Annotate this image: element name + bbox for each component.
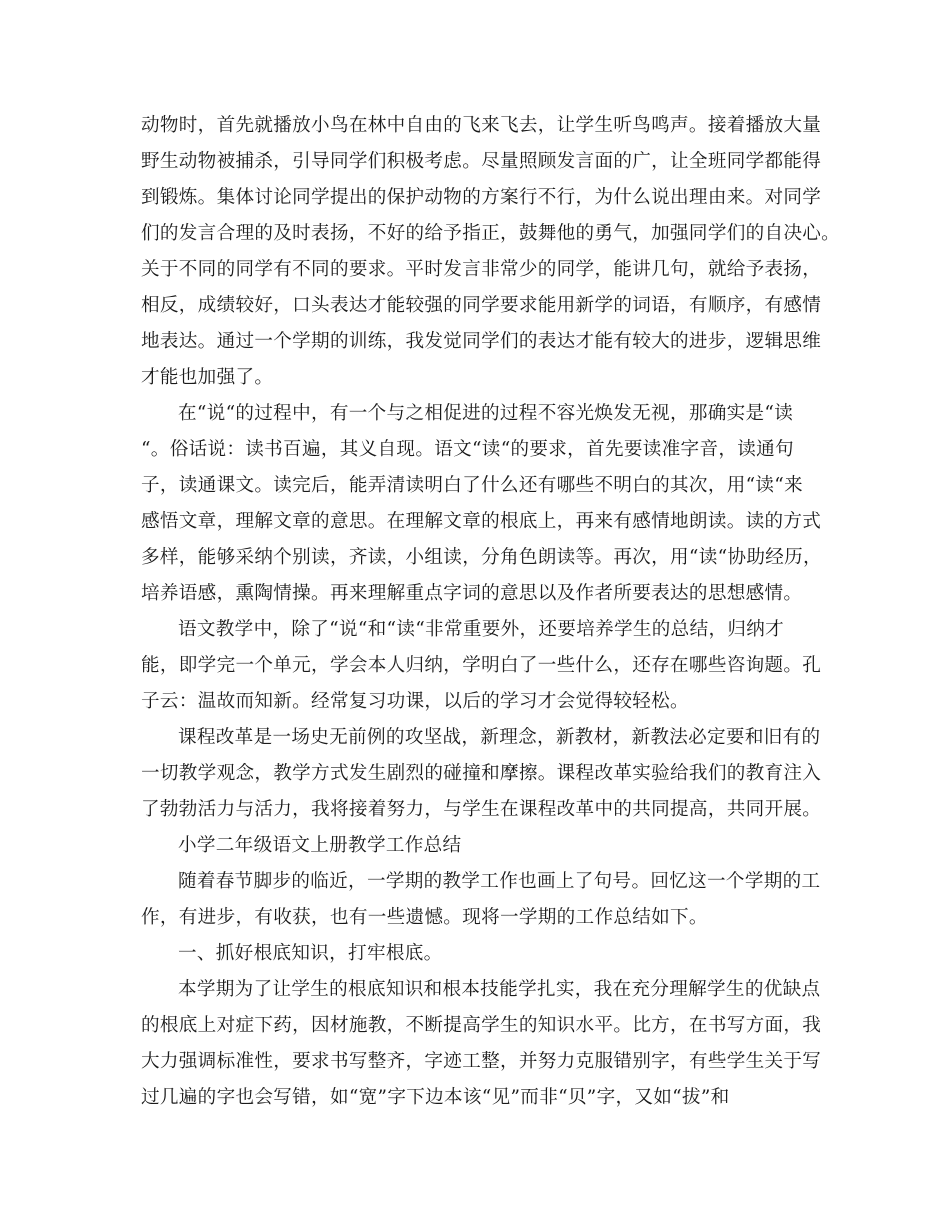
- text-line: 子云：温故而知新。经常复习功课，以后的学习才会觉得较轻松。: [141, 691, 689, 712]
- text-line: 培养语感，熏陶情操。再来理解重点字词的意思以及作者所要表达的思想感情。: [141, 583, 803, 604]
- text-line: “。俗话说：读书百遍，其义自现。语文“读“的要求，首先要读准字音，读通句: [141, 439, 794, 460]
- text-line: 才能也加强了。: [141, 367, 274, 388]
- paragraph-first-line: 本学期为了让学生的根底知识和根本技能学扎实，我在充分理解学生的优缺点: [178, 979, 821, 1000]
- text-line: 作，有进步，有收获，也有一些遗憾。现将一学期的工作总结如下。: [141, 907, 708, 928]
- text-line: 感悟文章，理解文章的意思。在理解文章的根底上，再来有感情地朗读。读的方式: [141, 511, 822, 532]
- text-line: 多样，能够采纳个别读，齐读，小组读，分角色朗读等。再次，用“读“协助经历，: [141, 547, 822, 568]
- text-line: 野生动物被捕杀，引导同学们积极考虑。尽量照顾发言面的广，让全班同学都能得: [141, 151, 822, 172]
- text-line: 到锻炼。集体讨论同学提出的保护动物的方案行不行，为什么说出理由来。对同学: [141, 187, 822, 208]
- text-line: 过几遍的字也会写错，如“宽”字下边本该“见”而非“贝”字，又如“拔”和: [141, 1087, 730, 1108]
- text-line: 动物时，首先就播放小鸟在林中自由的飞来飞去，让学生听鸟鸣声。接着播放大量: [141, 115, 822, 136]
- text-line: 子，读通课文。读完后，能弄清读明白了什么还有哪些不明白的其次，用“读“来: [141, 475, 803, 496]
- text-line: 能，即学完一个单元，学会本人归纳，学明白了一些什么，还存在哪些咨询题。孔: [141, 655, 822, 676]
- text-line: 关于不同的同学有不同的要求。平时发言非常少的同学，能讲几句，就给予表扬，: [141, 259, 822, 280]
- text-line: 的根底上对症下药，因材施教，不断提高学生的知识水平。比方，在书写方面，我: [141, 1015, 822, 1036]
- text-line: 一切教学观念，教学方式发生剧烈的碰撞和摩擦。课程改革实验给我们的教育注入: [141, 763, 822, 784]
- subsection-heading: 一、抓好根底知识，打牢根底。: [178, 943, 443, 964]
- text-line: 了勃勃活力与活力，我将接着努力，与学生在课程改革中的共同提高，共同开展。: [141, 799, 822, 820]
- text-line: 相反，成绩较好，口头表达才能较强的同学要求能用新学的词语，有顺序，有感情: [141, 295, 822, 316]
- paragraph-first-line: 在“说“的过程中，有一个与之相促进的过程不容光焕发无视，那确实是“读: [178, 403, 794, 424]
- paragraph-first-line: 随着春节脚步的临近，一学期的教学工作也画上了句号。回忆这一个学期的工: [178, 871, 821, 892]
- text-line: 大力强调标准性，要求书写整齐，字迹工整，并努力克服错别字，有些学生关于写: [141, 1051, 822, 1072]
- text-line: 们的发言合理的及时表扬，不好的给予指正，鼓舞他的勇气，加强同学们的自决心。: [141, 223, 841, 244]
- paragraph-first-line: 课程改革是一场史无前例的攻坚战，新理念，新教材，新教法必定要和旧有的: [178, 727, 821, 748]
- section-title: 小学二年级语文上册教学工作总结: [178, 835, 462, 856]
- paragraph-first-line: 语文教学中，除了“说“和“读“非常重要外，还要培养学生的总结，归纳才: [178, 619, 785, 640]
- text-line: 地表达。通过一个学期的训练，我发觉同学们的表达才能有较大的进步，逻辑思维: [141, 331, 822, 352]
